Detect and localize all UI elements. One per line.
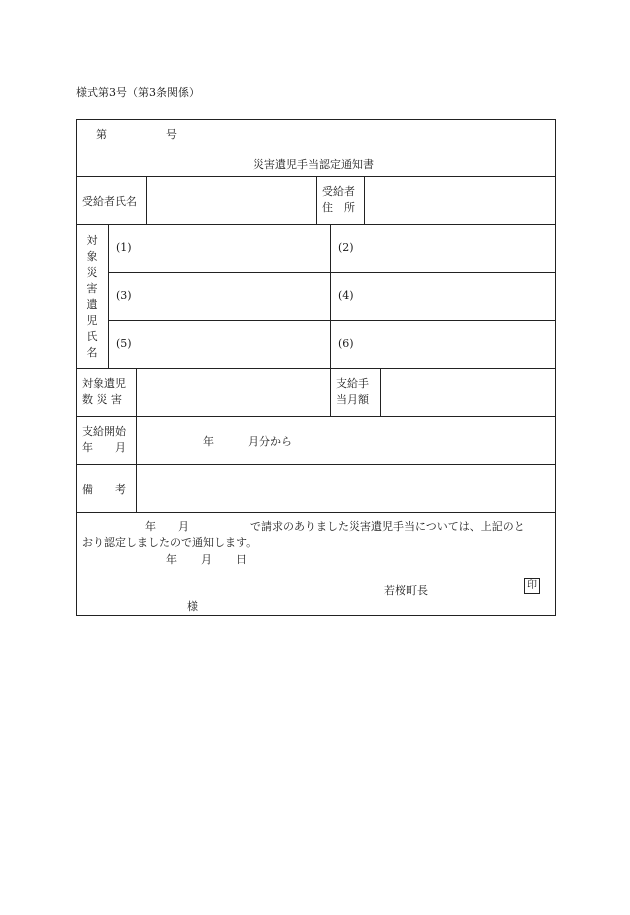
rule-start-remarks-divider bbox=[136, 416, 137, 512]
children-label-char: 象 bbox=[86, 250, 98, 263]
rule-after-count bbox=[76, 416, 556, 417]
addressee-suffix: 様 bbox=[187, 600, 198, 613]
rule-name-label-divider bbox=[146, 176, 147, 224]
issuer-title: 若桜町長 bbox=[384, 584, 428, 597]
rule-child-row-1 bbox=[108, 272, 556, 273]
issue-month-unit: 月 bbox=[201, 553, 212, 566]
notice-line-1: で請求のありました災害遺児手当については、上記のと bbox=[250, 520, 525, 533]
children-label-char: 対 bbox=[86, 234, 98, 247]
child-slot-1: (1) bbox=[116, 241, 132, 254]
issue-day-unit: 日 bbox=[236, 553, 247, 566]
rule-children-label-divider bbox=[108, 224, 109, 368]
child-slot-6: (6) bbox=[338, 337, 354, 350]
children-names-label bbox=[83, 233, 101, 361]
children-label-char: 名 bbox=[86, 346, 98, 359]
document-title: 災害遺児手当認定通知書 bbox=[253, 158, 374, 171]
request-month-unit: 月 bbox=[178, 520, 189, 533]
start-date-label-line2: 年 月 bbox=[82, 441, 126, 454]
number-prefix: 第 bbox=[96, 128, 107, 141]
child-slot-4: (4) bbox=[338, 289, 354, 302]
remarks-label: 備 考 bbox=[82, 483, 126, 496]
request-year-unit: 年 bbox=[145, 520, 156, 533]
recipient-address-label bbox=[322, 184, 355, 216]
children-label-char: 災 bbox=[86, 266, 98, 279]
recipient-address-label-line1: 受給者 bbox=[322, 185, 355, 198]
child-slot-3: (3) bbox=[116, 289, 132, 302]
rule-amount-label-right bbox=[380, 368, 381, 416]
children-label-char: 児 bbox=[86, 314, 98, 327]
start-date-label-line1: 支給開始 bbox=[82, 425, 126, 438]
rule-after-recipient bbox=[76, 224, 556, 225]
children-label-char: 遺 bbox=[86, 298, 98, 311]
rule-address-label-left bbox=[316, 176, 317, 224]
child-count-label-line2: 数 災 害 bbox=[82, 393, 122, 406]
child-count-label bbox=[82, 376, 126, 408]
rule-amount-label-left bbox=[330, 368, 331, 416]
child-count-label-line1: 対象遺児 bbox=[82, 377, 126, 390]
rule-address-label-right bbox=[364, 176, 365, 224]
children-label-char: 害 bbox=[86, 282, 98, 295]
notice-line-2: おり認定しましたので通知します。 bbox=[82, 536, 258, 549]
form-label: 様式第3号（第3条関係） bbox=[76, 86, 200, 99]
rule-count-label-divider bbox=[136, 368, 137, 416]
monthly-amount-label-line2: 当月額 bbox=[336, 393, 369, 406]
rule-child-row-2 bbox=[108, 320, 556, 321]
rule-children-mid-divider bbox=[330, 224, 331, 368]
recipient-address-label-line2: 住 所 bbox=[322, 201, 355, 214]
monthly-amount-label bbox=[336, 376, 369, 408]
start-month-from: 月分から bbox=[248, 435, 292, 448]
number-suffix: 号 bbox=[166, 128, 177, 141]
monthly-amount-label-line1: 支給手 bbox=[336, 377, 369, 390]
recipient-name-label: 受給者氏名 bbox=[82, 195, 137, 208]
rule-after-remarks bbox=[76, 512, 556, 513]
seal-mark: 印 bbox=[524, 578, 540, 594]
start-year-unit: 年 bbox=[203, 435, 214, 448]
start-date-label bbox=[82, 424, 126, 456]
children-label-char: 氏 bbox=[86, 330, 98, 343]
rule-after-children bbox=[76, 368, 556, 369]
issue-year-unit: 年 bbox=[166, 553, 177, 566]
child-slot-5: (5) bbox=[116, 337, 132, 350]
rule-after-start bbox=[76, 464, 556, 465]
child-slot-2: (2) bbox=[338, 241, 354, 254]
